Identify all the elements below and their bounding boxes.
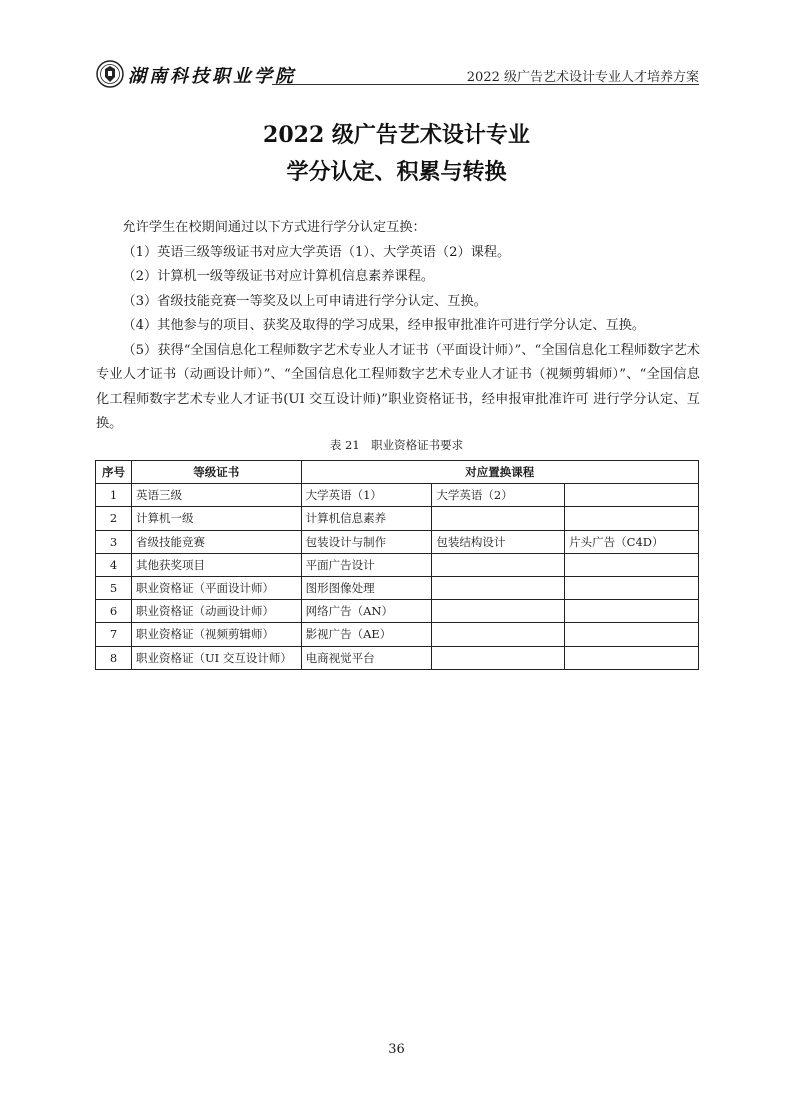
table-cell: 图形图像处理 xyxy=(301,576,432,599)
table-cell xyxy=(565,507,699,530)
paragraph: （5）获得“全国信息化工程师数字艺术专业人才证书（平面设计师）”、“全国信息化工程师数字艺术专业人才证书（动画设计师）”、“全国信息化工程师数字艺术专业人才证书（视频剪辑师）”、“全国信息化工程师数字艺术专业人才证书(UI 交互设计师)”职业资格证书，经申报审批准许可 进行学分认定、互换。 xyxy=(96,342,700,431)
table-cell: 计算机信息素养 xyxy=(301,507,432,530)
table-row xyxy=(96,484,699,507)
page-title-line1: 2022 级广告艺术设计专业 xyxy=(263,122,530,148)
table-cell: 包装设计与制作 xyxy=(301,530,432,553)
table-row xyxy=(96,507,699,530)
table-cell: 8 xyxy=(96,646,132,669)
table-cell: 大学英语（2） xyxy=(432,484,565,507)
table-row xyxy=(96,600,699,623)
table-cell xyxy=(432,600,565,623)
table-cell: 5 xyxy=(96,576,132,599)
table-cell xyxy=(565,576,699,599)
paragraph: 允许学生在校期间通过以下方式进行学分认定互换： xyxy=(122,220,426,235)
table-cell: 6 xyxy=(96,600,132,623)
table-cell: 其他获奖项目 xyxy=(131,553,301,576)
table-cell xyxy=(432,576,565,599)
table-cell: 英语三级 xyxy=(131,484,301,507)
table-cell: 网络广告（AN） xyxy=(301,600,432,623)
table-cell: 影视广告（AE） xyxy=(301,623,432,646)
table-cell xyxy=(565,623,699,646)
table-cell: 2 xyxy=(96,507,132,530)
header-doc-title: 2022 级广告艺术设计专业人才培养方案 xyxy=(466,70,699,85)
table-caption: 表 21 职业资格证书要求 xyxy=(329,438,464,452)
table-cell: 职业资格证（UI 交互设计师） xyxy=(131,646,301,669)
paragraph: （3）省级技能竞赛一等奖及以上可申请进行学分认定、互换。 xyxy=(122,293,487,309)
table-cell: 大学英语（1） xyxy=(301,484,432,507)
table-cell: 平面广告设计 xyxy=(301,553,432,576)
page-header xyxy=(96,58,699,88)
table-cell: 职业资格证（动画设计师） xyxy=(131,600,301,623)
table-cell xyxy=(432,553,565,576)
table-cell: 计算机一级 xyxy=(131,507,301,530)
table-cell: 片头广告（C4D） xyxy=(565,530,699,553)
table-cell: 7 xyxy=(96,623,132,646)
school-name: 湖南科技职业学院 xyxy=(128,66,296,87)
paragraph: （4）其他参与的项目、获奖及取得的学习成果，经申报审批准许可进行学分认定、互换。 xyxy=(122,318,646,333)
table-row xyxy=(96,576,699,599)
header-cell: 对应置换课程 xyxy=(301,461,698,484)
paragraph: （2）计算机一级等级证书对应计算机信息素养课程。 xyxy=(122,269,435,284)
table-cell: 职业资格证（视频剪辑师） xyxy=(131,623,301,646)
table-cell xyxy=(432,646,565,669)
paragraph: （1）英语三级等级证书对应大学英语（1）、大学英语（2）课程。 xyxy=(122,244,511,260)
table-header-row xyxy=(96,461,699,484)
table-cell xyxy=(432,507,565,530)
table-cell: 包装结构设计 xyxy=(432,530,565,553)
page-title-line2: 学分认定、积累与转换 xyxy=(286,159,507,185)
table-cell xyxy=(565,553,699,576)
page-number: 36 xyxy=(388,1042,405,1057)
table-cell: 职业资格证（平面设计师） xyxy=(131,576,301,599)
table-cell: 省级技能竞赛 xyxy=(131,530,301,553)
school-logo-icon xyxy=(96,60,124,88)
table-cell: 电商视觉平台 xyxy=(301,646,432,669)
table-cell xyxy=(565,600,699,623)
table-cell xyxy=(432,623,565,646)
table-cell: 4 xyxy=(96,553,132,576)
body-text xyxy=(96,216,700,437)
table-cell: 1 xyxy=(96,484,132,507)
certificate-table xyxy=(95,460,699,670)
table-row xyxy=(96,646,699,669)
table-row xyxy=(96,530,699,553)
header-cell: 等级证书 xyxy=(131,461,301,484)
table-row xyxy=(96,553,699,576)
header-cell: 序号 xyxy=(96,461,132,484)
table-cell xyxy=(565,484,699,507)
table-cell: 3 xyxy=(96,530,132,553)
table-cell xyxy=(565,646,699,669)
table-row xyxy=(96,623,699,646)
header-divider xyxy=(272,84,699,85)
